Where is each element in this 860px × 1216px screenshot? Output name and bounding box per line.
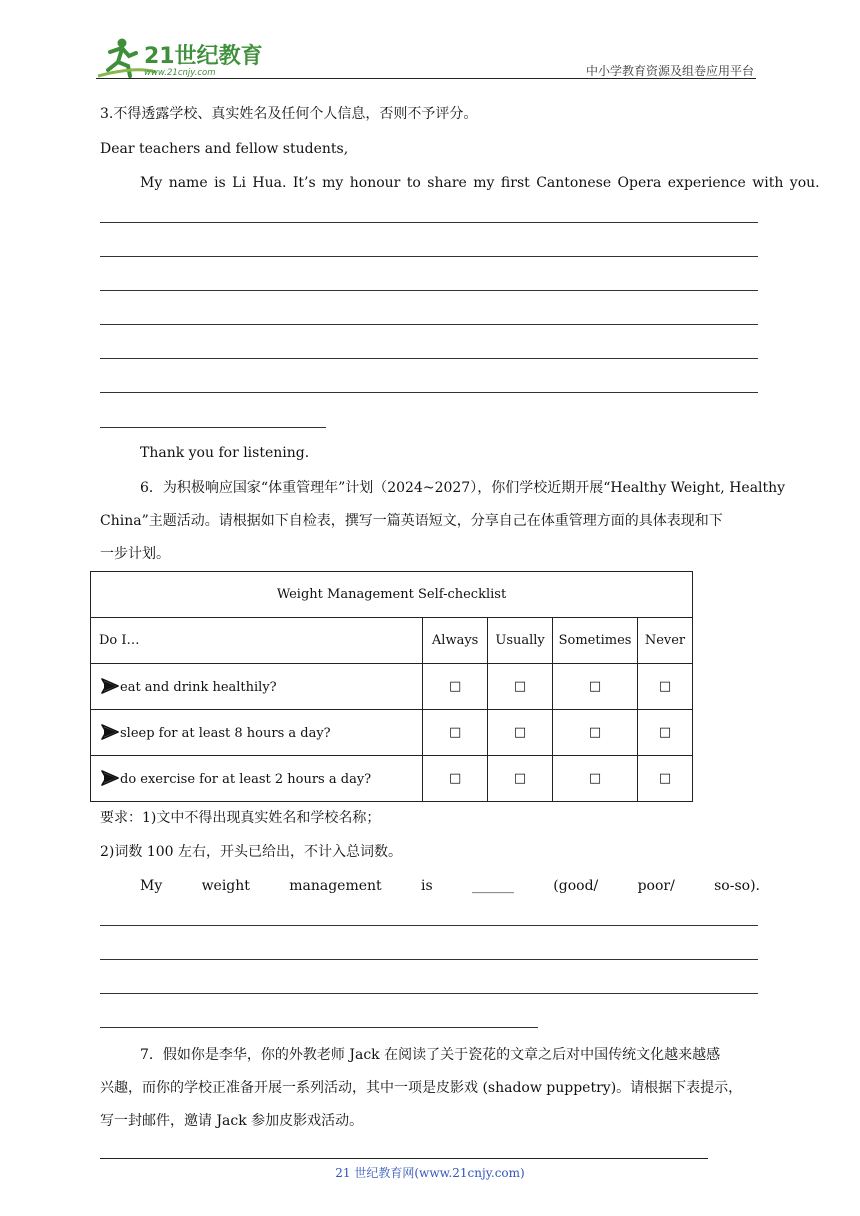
arrow-bullet-icon [101, 770, 119, 786]
table-row [91, 756, 693, 802]
q7-prompt-line-1: 7．假如你是李华，你的外教老师 Jack 在阅读了关于瓷花的文章之后对中国传统文化越来越感 [140, 1047, 721, 1063]
q5-requirement-3: 3.不得透露学校、真实姓名及任何个人信息，否则不予评分。 [100, 106, 478, 122]
checkbox-never[interactable]: □ [638, 664, 693, 710]
arrow-bullet-icon [101, 678, 119, 694]
logo-url: www.21cnjy.com [144, 68, 216, 78]
answer-line-short [100, 427, 326, 428]
checkbox-usually[interactable]: □ [488, 710, 553, 756]
q7-prompt-line-2: 兴趣，而你的学校正准备开展一系列活动，其中一项是皮影戏 (shadow puppetry)。请根据下表提示， [100, 1080, 743, 1096]
opening-word: poor/ [637, 878, 675, 894]
q6-requirement-2: 2)词数 100 左右，开头已给出，不计入总词数。 [100, 844, 402, 860]
checkbox-sometimes[interactable]: □ [553, 756, 638, 802]
table-row [91, 664, 693, 710]
header-divider [96, 78, 756, 79]
q5-salutation: Dear teachers and fellow students, [100, 141, 349, 157]
header-always: Always [423, 618, 488, 664]
table-row [91, 710, 693, 756]
checkbox-sometimes[interactable]: □ [553, 664, 638, 710]
answer-line [100, 256, 758, 257]
q6-prompt-line-1: 6．为积极响应国家“体重管理年”计划（2024~2027），你们学校近期开展“Healthy Weight, Healthy [140, 480, 786, 496]
q6-prompt-line-3: 一步计划。 [100, 546, 170, 562]
opening-word: My [140, 878, 163, 894]
checkbox-never[interactable]: □ [638, 710, 693, 756]
header-platform-text: 中小学教育资源及组卷应用平台 [585, 64, 754, 78]
answer-line-short [100, 1027, 538, 1028]
checkbox-usually[interactable]: □ [488, 664, 553, 710]
row-label: sleep for at least 8 hours a day? [120, 726, 331, 741]
table-header-row [91, 618, 693, 664]
opening-word: so-so). [714, 878, 760, 894]
opening-word: is [420, 878, 433, 894]
answer-line [100, 993, 758, 994]
answer-line [100, 222, 758, 223]
row-label: eat and drink healthily? [120, 680, 277, 695]
header-usually: Usually [488, 618, 553, 664]
q6-opening-sentence [140, 876, 760, 896]
checkbox-always[interactable]: □ [423, 756, 488, 802]
q7-prompt-line-3: 写一封邮件，邀请 Jack 参加皮影戏活动。 [100, 1113, 364, 1129]
checkbox-usually[interactable]: □ [488, 756, 553, 802]
checkbox-always[interactable]: □ [423, 710, 488, 756]
table-title: Weight Management Self-checklist [91, 572, 693, 618]
answer-line [100, 959, 758, 960]
header-do-i: Do I… [91, 618, 423, 664]
checkbox-always[interactable]: □ [423, 664, 488, 710]
q5-closing: Thank you for listening. [140, 445, 310, 461]
footer-text[interactable]: 21 世纪教育网(www.21cnjy.com) [335, 1166, 525, 1180]
row-label: do exercise for at least 2 hours a day? [120, 772, 372, 787]
logo-text: 21世纪教育 [144, 44, 263, 69]
self-checklist-table [90, 571, 693, 802]
opening-word: weight [201, 878, 250, 894]
checkbox-never[interactable]: □ [638, 756, 693, 802]
answer-line [100, 324, 758, 325]
answer-line [100, 358, 758, 359]
answer-line [100, 925, 758, 926]
fill-in-blank[interactable]: ______ [471, 878, 514, 894]
table-title-row [91, 572, 693, 618]
opening-word: management [289, 878, 382, 894]
header-never: Never [638, 618, 693, 664]
arrow-bullet-icon [101, 724, 119, 740]
q6-requirement-1: 要求：1)文中不得出现真实姓名和学校名称； [100, 810, 381, 826]
header-sometimes: Sometimes [553, 618, 638, 664]
site-logo [96, 36, 266, 80]
answer-line [100, 392, 758, 393]
q6-prompt-line-2: China”主题活动。请根据如下自检表，撰写一篇英语短文，分享自己在体重管理方面的具体表现和下 [100, 513, 723, 529]
q5-opening-sentence: My name is Li Hua. It’s my honour to share my first Cantonese Opera experience with you. [140, 175, 820, 191]
checkbox-sometimes[interactable]: □ [553, 710, 638, 756]
answer-line [100, 290, 758, 291]
opening-word: (good/ [553, 878, 599, 894]
footer-divider [100, 1158, 708, 1159]
